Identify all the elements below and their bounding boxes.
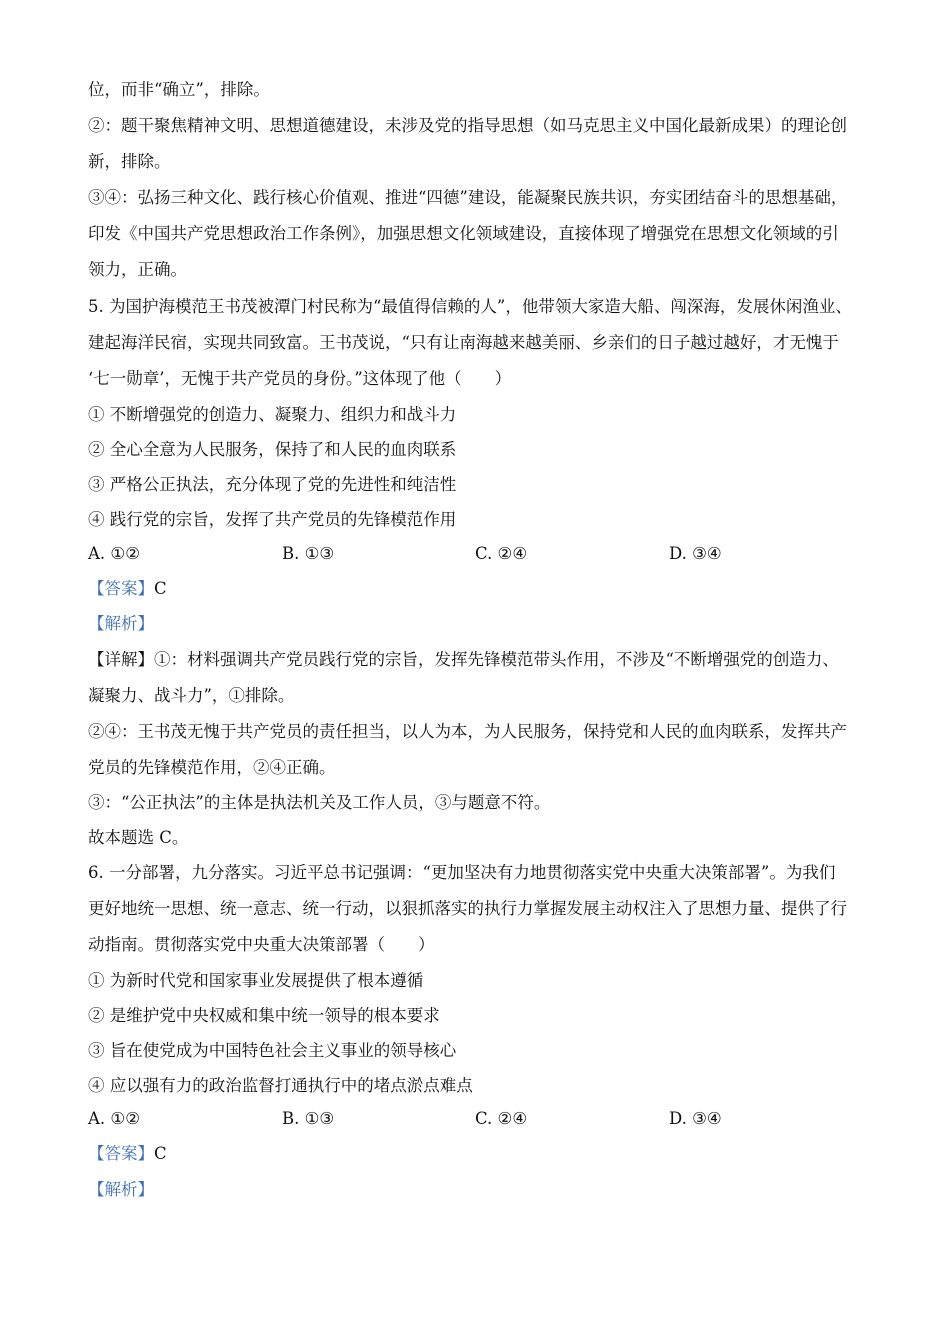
question-6-stem: 动指南。贯彻落实党中央重大决策部署（ ） [88,935,435,954]
option-b: B. ①③ [282,1109,335,1128]
question-5-item: ① 不断增强党的创造力、凝聚力、组织力和战斗力 [88,405,457,424]
detail-line: 凝聚力、战斗力”，①排除。 [88,686,295,705]
answer-tag: 【答案】 [88,1144,154,1163]
option-a: A. ①② [88,544,140,563]
option-c: C. ②④ [475,1109,528,1128]
detail-line: ③：“公正执法”的主体是执法机关及工作人员，③与题意不符。 [88,793,551,812]
answer-value: C [154,579,167,598]
question-6-item: ① 为新时代党和国家事业发展提供了根本遵循 [88,971,424,990]
question-6-item: ③ 旨在使党成为中国特色社会主义事业的领导核心 [88,1041,457,1060]
question-5-item: ③ 严格公正执法，充分体现了党的先进性和纯洁性 [88,475,457,494]
analysis-line [88,1180,154,1200]
question-6-stem: 更好地统一思想、统一意志、统一行动，以狠抓落实的执行力掌握发展主动权注入了思想力量、提供了行 [88,899,847,918]
answer-line [88,579,167,599]
analysis-line [88,614,154,634]
detail-line [88,650,839,670]
option-b: B. ①③ [282,544,335,563]
text-line: ③④：弘扬三种文化、践行核心价值观、推进“四德”建设，能凝聚民族共识，夯实团结奋斗的思想基础， [88,188,848,207]
text-line: ②：题干聚焦精神文明、思想道德建设，未涉及党的指导思想（如马克思主义中国化最新成果）的理论创 [88,116,847,135]
text-line: 新，排除。 [88,152,171,171]
answer-value: C [154,1144,167,1163]
question-5-stem: 建起海洋民宿，实现共同致富。王书茂说，“只有让南海越来越美丽、乡亲们的日子越过越好，才无愧于 [88,333,839,352]
text-line: 印发《中国共产党思想政治工作条例》，加强思想文化领域建设，直接体现了增强党在思想文化领域的引 [88,224,839,243]
question-6-item: ④ 应以强有力的政治监督打通执行中的堵点淤点难点 [88,1076,473,1095]
analysis-tag: 【解析】 [88,614,154,633]
text-line: 位，而非“确立”，排除。 [88,80,270,99]
answer-line [88,1144,167,1164]
question-6-stem: 6. 一分部署，九分落实。习近平总书记强调：“更加坚决有力地贯彻落实党中央重大决策部署”。为我们 [88,863,836,882]
option-d: D. ③④ [669,1109,722,1128]
detail-tag: 【详解】 [88,650,154,669]
option-d: D. ③④ [669,544,722,563]
question-6-item: ② 是维护党中央权威和集中统一领导的根本要求 [88,1006,440,1025]
detail-line: 党员的先锋模范作用，②④正确。 [88,758,336,777]
question-5-item: ② 全心全意为人民服务，保持了和人民的血肉联系 [88,440,457,459]
option-c: C. ②④ [475,544,528,563]
question-5-stem: 5. 为国护海模范王书茂被潭门村民称为“最值得信赖的人”，他带领大家造大船、闯深海，发展休闲渔业、 [88,297,852,316]
answer-tag: 【答案】 [88,579,154,598]
analysis-tag: 【解析】 [88,1180,154,1199]
detail-line: ②④：王书茂无愧于共产党员的责任担当，以人为本，为人民服务，保持党和人民的血肉联系，发挥共产 [88,722,847,741]
question-5-stem: ‘七一勋章’，无愧于共产党员的身份。”这体现了他（ ） [88,369,512,388]
detail-text: ①：材料强调共产党员践行党的宗旨，发挥先锋模范带头作用，不涉及“不断增强党的创造力、 [154,650,839,669]
question-5-item: ④ 践行党的宗旨，发挥了共产党员的先锋模范作用 [88,510,457,529]
option-a: A. ①② [88,1109,140,1128]
text-line: 领力，正确。 [88,260,187,279]
detail-line: 故本题选 C。 [88,828,189,847]
